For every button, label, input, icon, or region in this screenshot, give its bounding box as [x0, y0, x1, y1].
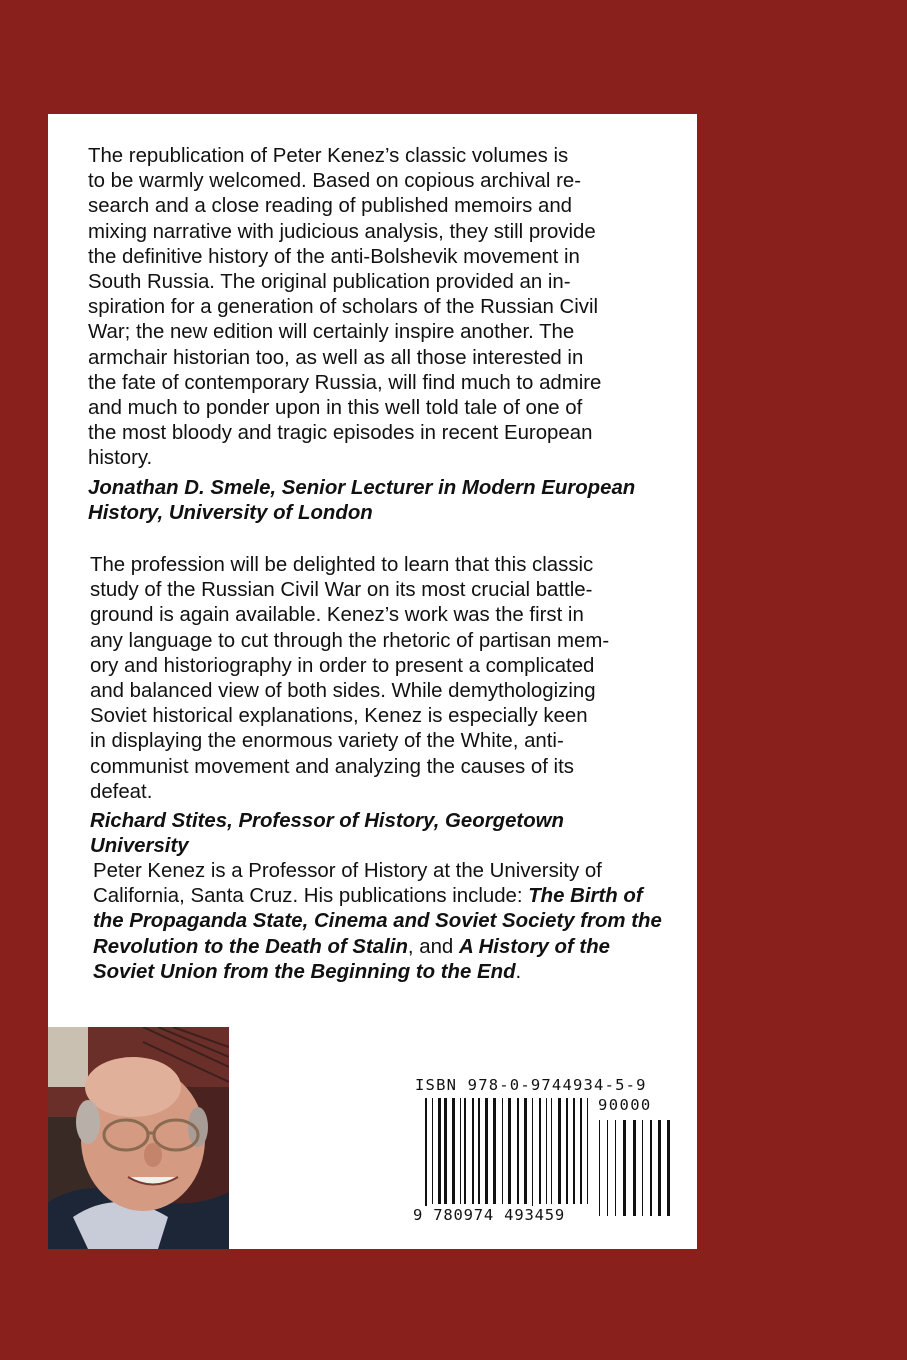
barcode-bar	[478, 1098, 480, 1204]
isbn-barcode	[413, 1076, 671, 1234]
barcode-bar	[546, 1098, 547, 1204]
bio-connector: , and	[407, 935, 459, 958]
back-cover-panel	[48, 114, 697, 1249]
author-photo	[48, 1027, 229, 1249]
barcode-bar	[508, 1098, 511, 1204]
bio-book-propaganda-state: The Birth of the Propaganda State, Cinema and Soviet Society from the Revolution to the Death of Stalin	[93, 885, 662, 958]
barcode-bar	[587, 1098, 588, 1204]
ean-digits: 9 780974 493459	[413, 1206, 565, 1224]
barcode-bar	[485, 1098, 488, 1204]
barcode-bar	[667, 1120, 670, 1216]
barcode-bar	[599, 1120, 600, 1216]
barcode-bar	[472, 1098, 474, 1204]
barcode-bar	[464, 1098, 466, 1204]
barcode-bar	[623, 1120, 626, 1216]
review-stites-text: The profession will be delighted to learn that this classic study of the Russian Civil War on its most crucial battle- ground is again available. Kenez’s work was the first in any language to cut through the rhetoric of partisan mem- ory and historiography in order to present a complicated and balanced view of both sides. While demythologizing Soviet historical explanations, Kenez is especially keen in displaying the enormous variety of the White, anti- communist movement and analyzing the causes of its defeat.	[90, 554, 610, 803]
bio-book-history-soviet-union: A History of the Soviet Union from the Beginning to the End	[93, 935, 611, 983]
barcode-bar	[532, 1098, 533, 1216]
barcode-bar	[650, 1120, 652, 1216]
barcode-bar	[573, 1098, 575, 1204]
barcode-bar	[460, 1098, 461, 1204]
barcode-bar	[539, 1098, 541, 1204]
bio-intro: Peter Kenez is a Professor of History at the University of California, Santa Cruz. His publications include:	[93, 860, 602, 908]
barcode-bar	[502, 1098, 503, 1204]
review-stites-attribution: Richard Stites, Professor of History, Georgetown University	[90, 810, 564, 858]
author-bio	[93, 859, 663, 985]
barcode-bar	[642, 1120, 643, 1216]
barcode-bar	[524, 1098, 527, 1204]
barcode-bar	[438, 1098, 441, 1204]
barcode-bar	[444, 1098, 447, 1204]
review-smele	[88, 144, 658, 526]
barcode-bar	[558, 1098, 561, 1204]
barcode-bar	[658, 1120, 661, 1216]
barcode-bar	[425, 1098, 427, 1216]
barcode-bar	[551, 1098, 552, 1204]
review-smele-attribution: Jonathan D. Smele, Senior Lecturer in Modern European History, University of London	[88, 476, 636, 524]
barcode-bar	[607, 1120, 608, 1216]
barcode-bar	[580, 1098, 582, 1204]
barcode-bar	[633, 1120, 636, 1216]
barcode-bar	[615, 1120, 616, 1216]
barcode-bar	[566, 1098, 568, 1204]
isbn-label: ISBN 978-0-9744934-5-9	[415, 1076, 647, 1094]
price-code: 90000	[598, 1096, 652, 1114]
barcode-bar	[493, 1098, 496, 1204]
barcode-bar	[517, 1098, 519, 1204]
review-stites	[90, 553, 660, 859]
bio-end: .	[515, 960, 522, 983]
review-smele-text: The republication of Peter Kenez’s classic volumes is to be warmly welcomed. Based on copious archival re- search and a close reading of published memoirs and mixing narrative with judicious analysis, they still provide the definitive history of the anti-Bolshevik movement in South Russia. The original publication provided an in- spiration for a generation of scholars of the Russian Civil War; the new edition will certainly inspire another. The armchair historian too, as well as all those interested in the fate of contemporary Russia, will find much to admire and much to ponder upon in this well told tale of one of the most bloody and tragic episodes in recent European history.	[88, 145, 602, 470]
barcode-bar	[432, 1098, 433, 1204]
barcode-bar	[452, 1098, 455, 1204]
author-bio-text	[93, 859, 663, 985]
